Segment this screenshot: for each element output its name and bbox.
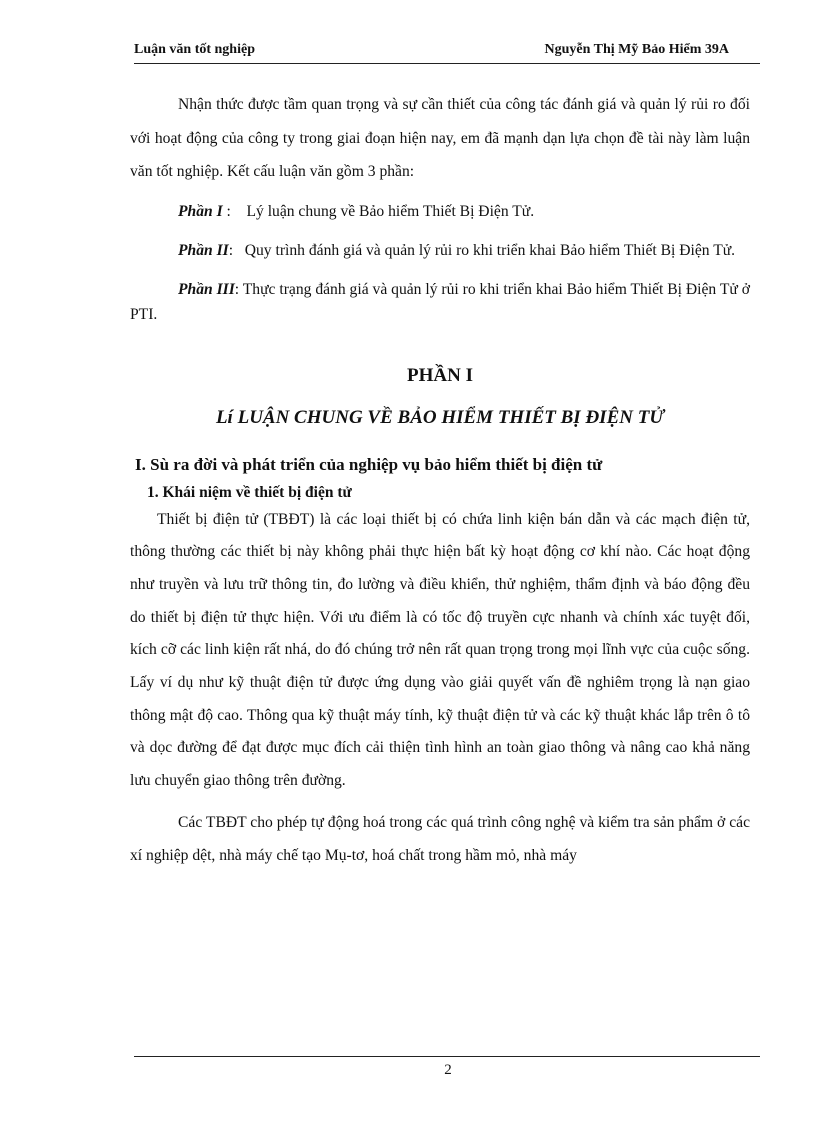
- part-item-separator: :: [222, 202, 231, 220]
- body-paragraph: Các TBĐT cho phép tự động hoá trong các quá trình công nghệ và kiểm tra sản phẩm ở các xí nghiệp dệt, nhà máy chế tạo Mụ-tơ, hoá chất trong hầm mỏ, nhà máy: [130, 813, 750, 864]
- header-divider: [134, 63, 760, 64]
- intro-paragraph: Nhận thức được tầm quan trọng và sự cần thiết của công tác đánh giá và quản lý rủi ro đối với hoạt động của công ty trong giai đoạn hiện nay, em đã mạnh dạn lựa chọn đề tài này làm luận văn tốt nghiệp. Kết cấu luận văn gồm 3 phần:: [130, 96, 750, 180]
- part-item-separator: :: [234, 280, 240, 298]
- part-item-2: [130, 234, 750, 267]
- part-item-text: Thực trạng đánh giá và quản lý rủi ro khi triển khai Bảo hiểm Thiết Bị Điện Tử ở PTI.: [130, 280, 750, 323]
- section-heading: I. Sù ra đời và phát triển của nghiệp vụ bảo hiểm thiết bị điện tử: [135, 454, 603, 474]
- part-item-1: [130, 195, 750, 228]
- part-item-label: Phần I: [178, 202, 223, 220]
- page-body: [130, 88, 750, 872]
- chapter-subtitle: Lí LUẬN CHUNG VỀ BẢO HIỂM THIẾT BỊ ĐIỆN TỬ: [215, 406, 665, 428]
- part-item-separator: :: [228, 241, 234, 259]
- running-header-left: Luận văn tốt nghiệp: [134, 42, 255, 57]
- body-paragraph: Thiết bị điện tử (TBĐT) là các loại thiết bị có chứa linh kiện bán dẫn và các mạch điện tử, thông thường các thiết bị này không phải thực hiện bất kỳ hoạt động cơ khí nào. Các hoạt động như truyền và lưu trữ thông tin, đo lường và điều khiển, thử nghiệm, thẩm định và báo động đều do thiết bị điện tử thực hiện. Với ưu điểm là có tốc độ truyền cực nhanh và chính xác tuyệt đối, kích cỡ các linh kiện rất nhá, do đó chúng trở nên rất quan trọng trong mọi lĩnh vực của cuộc sống. Lấy ví dụ như kỹ thuật điện tử được ứng dụng vào giải quyết vấn đề nghiêm trọng là nạn giao thông mật độ cao. Thông qua kỹ thuật máy tính, kỹ thuật điện tử và các kỹ thuật khác lắp trên ô tô và dọc đường để đạt được mục đích cải thiện tình hình an toàn giao thông và nâng cao khả năng lưu chuyển giao thông trên đường.: [130, 510, 750, 790]
- part-item-text: Lý luận chung về Bảo hiểm Thiết Bị Điện Tử.: [246, 202, 535, 220]
- part-item-label: Phần III: [178, 280, 235, 298]
- part-item-3: [130, 277, 750, 327]
- part-item-text: Quy trình đánh giá và quản lý rủi ro khi triển khai Bảo hiểm Thiết Bị Điện Tử.: [244, 241, 736, 259]
- page-number: 2: [444, 1062, 452, 1078]
- subsection-heading: 1. Khái niệm về thiết bị điện tử: [147, 483, 352, 501]
- part-item-label: Phần II: [178, 241, 229, 259]
- running-header-right: Nguyễn Thị Mỹ Bảo Hiểm 39A: [544, 42, 729, 57]
- chapter-title: PHẦN I: [407, 364, 473, 386]
- footer-divider: [134, 1056, 760, 1057]
